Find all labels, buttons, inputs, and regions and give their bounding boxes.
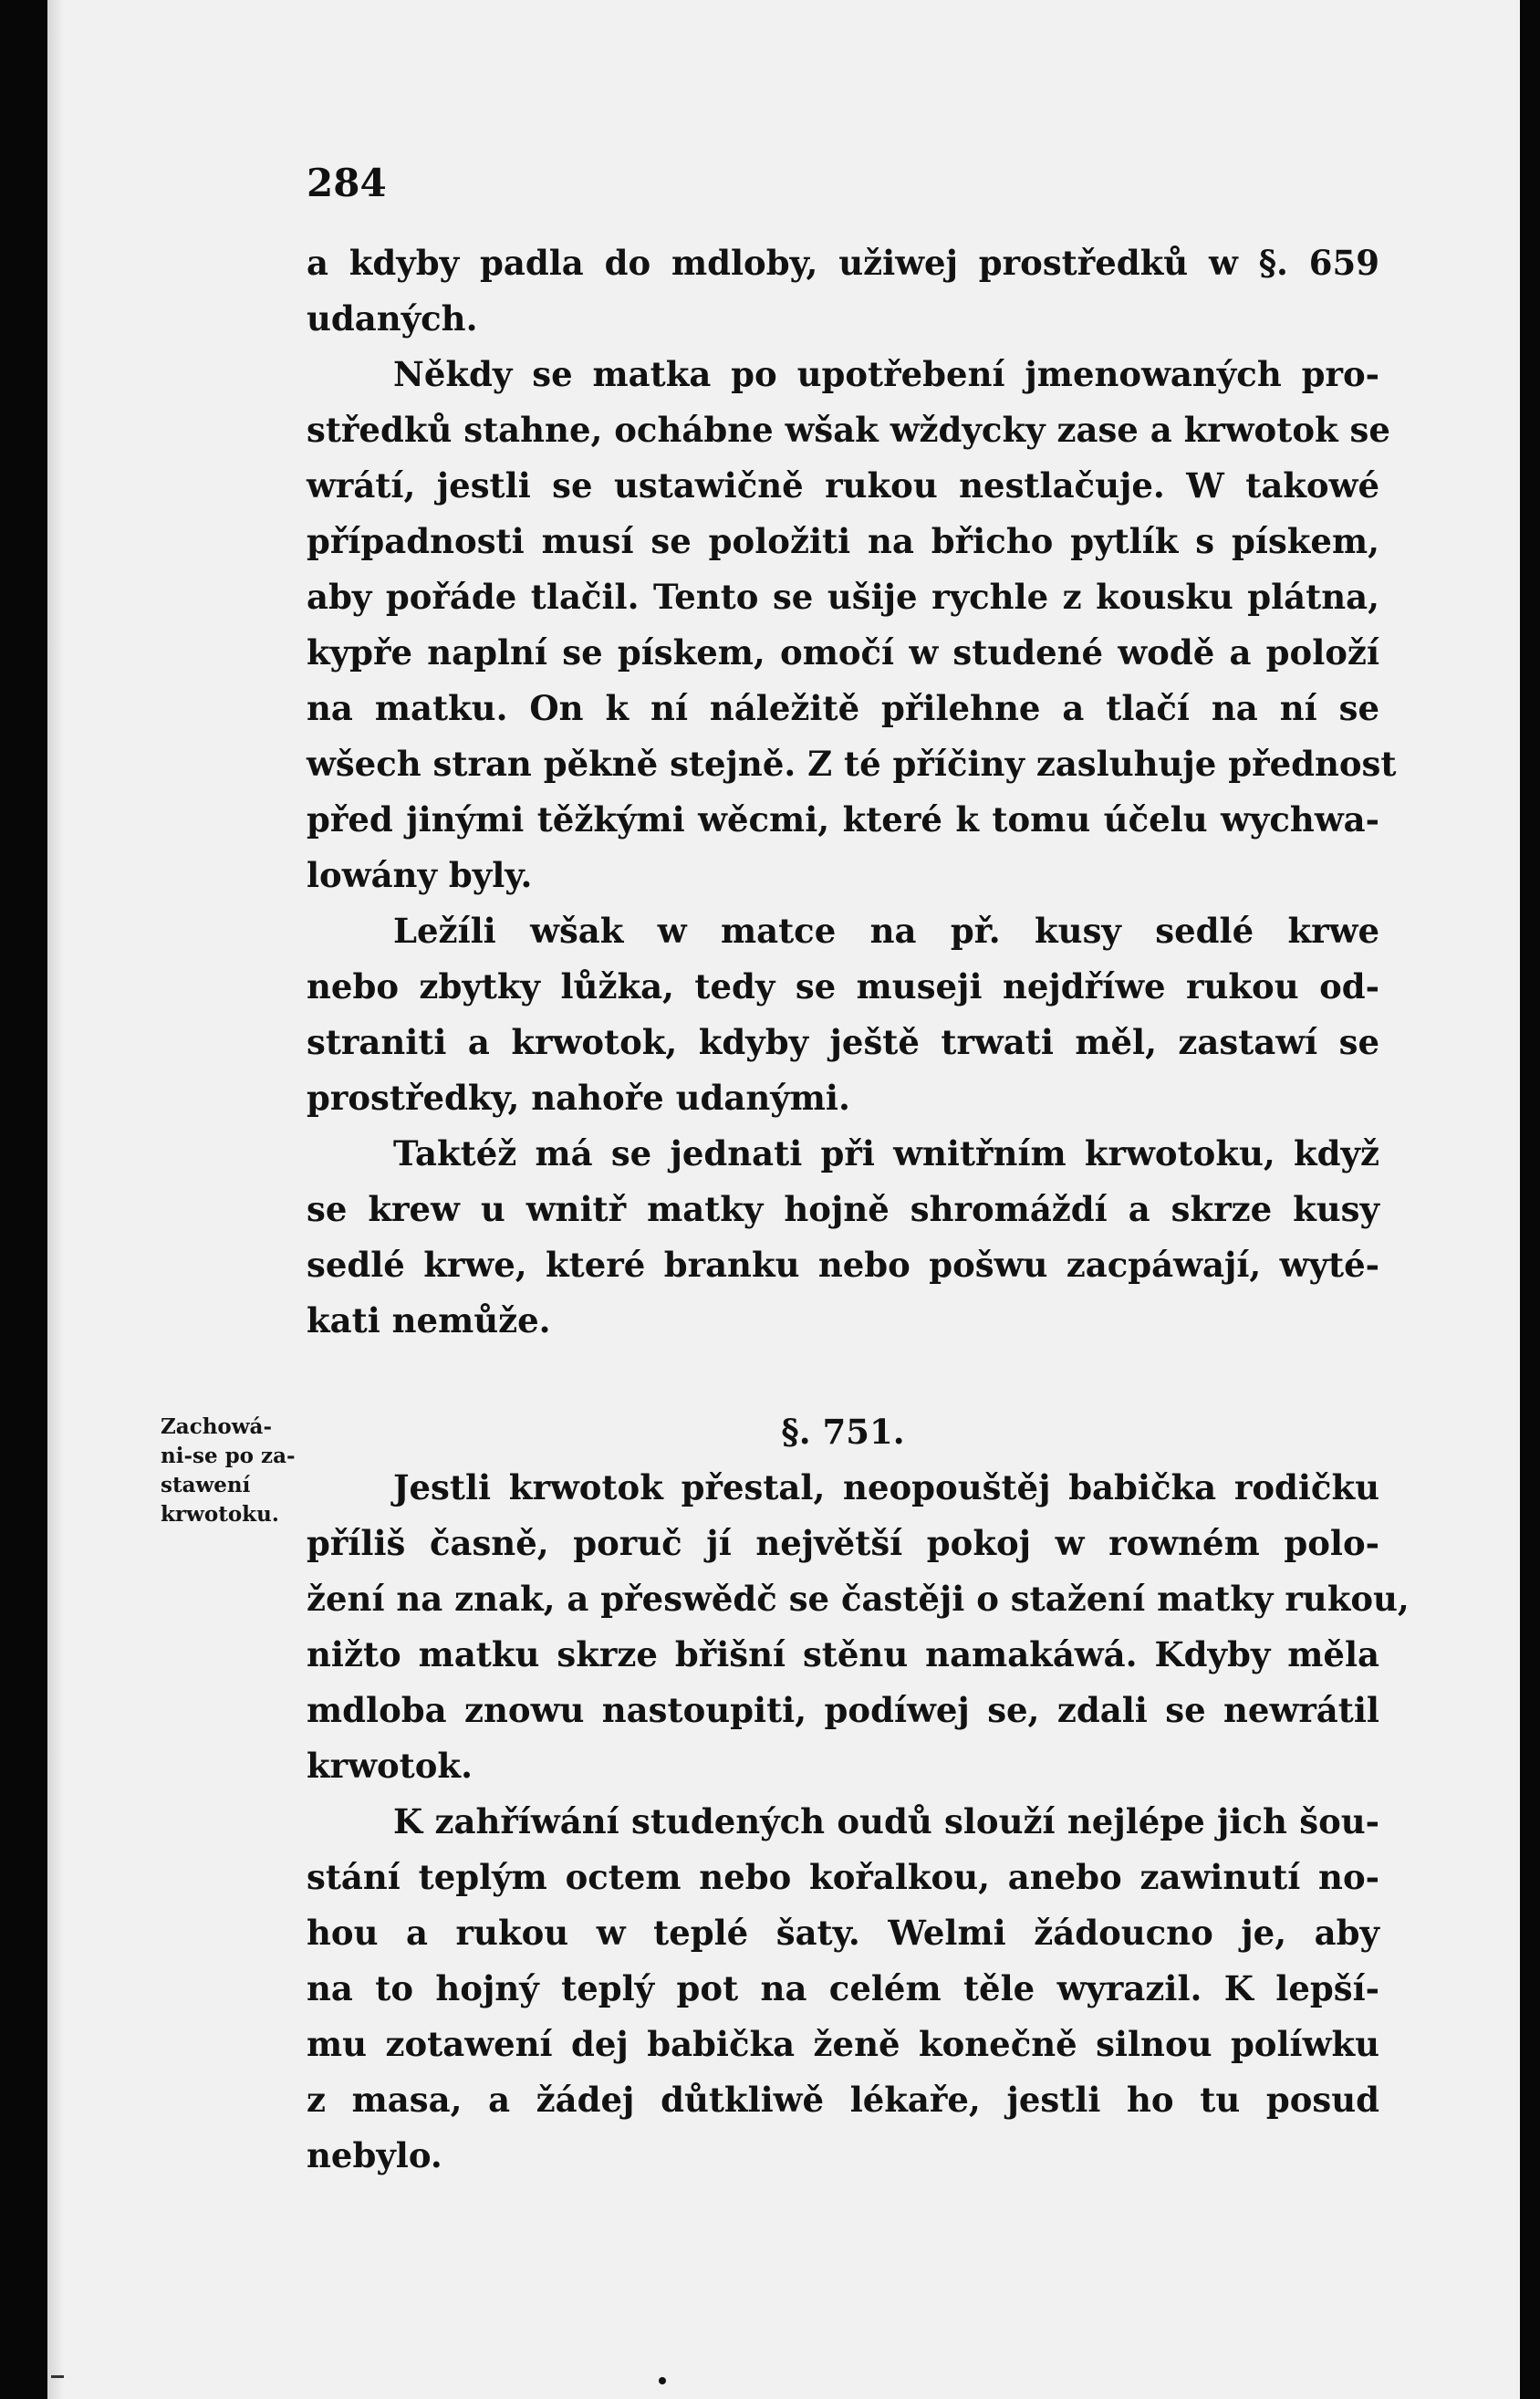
margin-note-line: Zachowá- xyxy=(161,1414,273,1439)
margin-note-line: ni-se po za- xyxy=(161,1444,296,1468)
text-line: nebylo. xyxy=(307,2135,442,2175)
text-line: stání teplým octem nebo kořalkou, anebo zawinutí no- xyxy=(307,1857,1379,1897)
section-heading: §. 751. xyxy=(781,1412,905,1452)
text-line: wrátí, jestli se ustawičně rukou nestlačuje. W takowé xyxy=(307,465,1379,506)
text-line: udaných. xyxy=(307,298,478,339)
text-line: příliš časně, poruč jí největší pokoj w rowném polo- xyxy=(307,1523,1379,1563)
margin-note-line: stawení xyxy=(161,1473,251,1497)
text-line: Jestli krwotok přestal, neopouštěj babička rodičku xyxy=(393,1467,1379,1507)
body-text xyxy=(307,235,1410,2184)
text-line: nižto matku skrze břišní stěnu namakáwá. Kdyby měla xyxy=(307,1634,1379,1674)
page-edge-shadow xyxy=(47,0,64,2399)
ink-speck xyxy=(659,2377,666,2384)
text-line: žení na znak, a přeswědč se častěji o stažení matky rukou, xyxy=(307,1579,1410,1619)
text-line: na matku. On k ní náležitě přilehne a tlačí na ní se xyxy=(307,688,1379,728)
text-line: na to hojný teplý pot na celém těle wyrazil. K lepší- xyxy=(307,1968,1379,2008)
text-line: před jinými těžkými wěcmi, které k tomu účelu wychwa- xyxy=(307,799,1379,840)
margin-note-line: krwotoku. xyxy=(161,1502,279,1527)
text-line: případnosti musí se položiti na břicho pytlík s pískem, xyxy=(307,521,1379,561)
text-line: prostředky, nahoře udanými. xyxy=(307,1078,850,1118)
text-line xyxy=(307,1349,1379,1404)
text-line: lowány byly. xyxy=(307,855,533,895)
text-line: nebo zbytky lůžka, tedy se museji nejdříwe rukou od- xyxy=(307,966,1379,1007)
text-line: středků stahne, ochábne wšak wždycky zase a krwotok se xyxy=(307,410,1390,450)
text-line: mdloba znowu nastoupiti, podíwej se, zdali se newrátil xyxy=(307,1690,1379,1730)
text-line: aby pořáde tlačil. Tento se ušije rychle z kousku plátna, xyxy=(307,577,1379,617)
text-line: kypře naplní se pískem, omočí w studené wodě a položí xyxy=(307,632,1379,673)
text-line: K zahříwání studených oudů slouží nejlépe jich šou- xyxy=(393,1801,1379,1841)
text-line: kati nemůže. xyxy=(307,1300,551,1340)
text-line: Taktéž má se jednati při wnitřním krwotoku, když xyxy=(393,1133,1379,1173)
text-line: straniti a krwotok, kdyby ještě trwati měl, zastawí se xyxy=(307,1022,1379,1062)
text-line: se krew u wnitř matky hojně shromáždí a skrze kusy xyxy=(307,1189,1379,1229)
text-line: hou a rukou w teplé šaty. Welmi žádoucno je, aby xyxy=(307,1913,1379,1953)
ink-mark xyxy=(51,2375,64,2378)
margin-note xyxy=(161,1413,307,1529)
text-line: krwotok. xyxy=(307,1746,473,1786)
page-number: 284 xyxy=(307,161,387,205)
text-line: mu zotawení dej babička ženě konečně silnou políwku xyxy=(307,2024,1379,2064)
text-line: a kdyby padla do mdloby, užiwej prostředků w §. 659 xyxy=(307,243,1379,283)
text-line: Někdy se matka po upotřebení jmenowaných pro- xyxy=(393,354,1379,394)
text-line: sedlé krwe, které branku nebo pošwu zacpáwají, wyté- xyxy=(307,1245,1379,1285)
text-line: z masa, a žádej důtkliwě lékaře, jestli ho tu posud xyxy=(307,2080,1379,2120)
text-line: Ležíli wšak w matce na př. kusy sedlé krwe xyxy=(393,911,1379,951)
text-line: wšech stran pěkně stejně. Z té příčiny zasluhuje přednost xyxy=(307,744,1397,784)
